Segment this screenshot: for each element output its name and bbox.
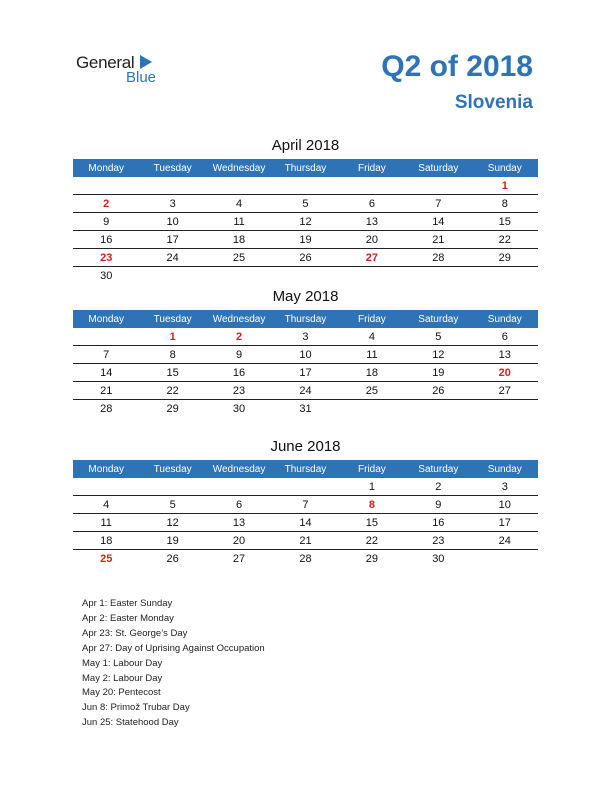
week-row [73,364,538,382]
month-title: May 2018 [272,288,339,305]
day-cell: 11 [206,213,272,231]
day-cell: 25 [339,382,405,400]
week-row [73,328,538,346]
holiday-note: Jun 25: Statehood Day [82,717,179,729]
week-row [73,400,538,418]
day-cell [206,177,272,195]
weekday-label: Saturday [405,310,471,328]
holiday-note: Apr 2: Easter Monday [82,612,174,624]
week-row [73,267,538,285]
weekday-label: Friday [339,310,405,328]
day-cell: 26 [405,382,471,400]
day-cell: 26 [272,249,338,267]
weekday-label: Tuesday [139,460,205,478]
week-row [73,514,538,532]
day-cell: 13 [339,213,405,231]
holiday-note: May 1: Labour Day [82,657,163,669]
holiday-notes [82,597,265,731]
holiday-note: Apr 27: Day of Uprising Against Occupation [82,642,265,654]
day-cell: 28 [405,249,471,267]
weekday-header [73,310,538,328]
day-cell: 29 [472,249,538,267]
day-cell: 9 [405,496,471,514]
day-cell: 7 [272,496,338,514]
weekday-label: Monday [73,159,139,177]
day-cell [405,267,471,285]
page-title: Q2 of 2018 [381,50,533,83]
day-cell: 14 [272,514,338,532]
day-cell: 9 [206,346,272,364]
day-cell: 12 [405,346,471,364]
day-cell: 8 [339,496,405,514]
day-cell: 9 [73,213,139,231]
month-title: June 2018 [270,438,341,455]
day-cell: 7 [73,346,139,364]
day-cell: 28 [299,552,312,565]
logo-triangle-icon [140,55,152,69]
day-cell: 24 [472,532,538,550]
day-cell [339,177,405,195]
day-cell [73,328,139,346]
day-cell [73,478,139,496]
day-cell: 2 [206,328,272,346]
month-april [73,137,538,284]
holiday-note: Apr 1: Easter Sunday [82,598,173,609]
day-cell: 5 [139,496,205,514]
weekday-label: Friday [339,159,405,177]
week-row [73,496,538,514]
holiday-note: Apr 23: St. George’s Day [82,627,188,639]
day-cell: 13 [472,346,538,364]
day-cell: 11 [73,514,139,532]
day-cell: 12 [139,514,205,532]
month-title: April 2018 [271,137,340,154]
weekday-label: Wednesday [206,159,272,177]
day-cell: 18 [339,364,405,382]
day-cell: 18 [206,231,272,249]
weekday-label: Tuesday [139,159,205,177]
week-row [73,550,538,568]
month-june [73,438,538,567]
day-cell [339,267,405,285]
week-row [73,532,538,550]
day-cell [272,267,338,285]
day-cell: 17 [272,364,338,382]
day-cell: 8 [139,346,205,364]
day-cell: 3 [139,195,205,213]
day-cell: 27 [472,382,538,400]
week-row [73,231,538,249]
day-cell: 15 [472,213,538,231]
day-cell: 17 [472,514,538,532]
day-cell: 21 [272,532,338,550]
day-cell: 6 [472,328,538,346]
day-cell: 1 [139,328,205,346]
day-cell: 27 [232,552,246,565]
day-cell: 21 [405,231,471,249]
day-cell: 8 [472,195,538,213]
day-cell: 30 [232,402,246,415]
day-cell [272,177,338,195]
day-cell: 15 [139,364,205,382]
day-cell: 25 [100,552,113,565]
week-row [73,478,538,496]
day-cell: 22 [139,382,205,400]
day-cell: 7 [405,195,471,213]
day-cell: 19 [272,231,338,249]
weekday-label: Thursday [272,159,338,177]
day-cell: 1 [472,177,538,195]
day-cell: 16 [73,231,139,249]
day-cell [272,478,338,496]
day-cell: 11 [339,346,405,364]
day-cell: 21 [73,382,139,400]
weekday-label: Friday [339,460,405,478]
calendar-grid [73,310,538,417]
calendar-grid [73,159,538,284]
weekday-label: Monday [73,460,139,478]
day-cell: 16 [405,514,471,532]
day-cell: 4 [73,496,139,514]
logo-text-blue: Blue [126,69,157,86]
day-cell: 29 [365,552,379,565]
weekday-label: Tuesday [139,310,205,328]
day-cell: 17 [139,231,205,249]
day-cell: 25 [206,249,272,267]
week-row [73,177,538,195]
day-cell [139,267,205,285]
day-cell: 12 [272,213,338,231]
day-cell: 24 [139,249,205,267]
day-cell: 29 [166,402,179,415]
day-cell [206,267,272,285]
day-cell: 5 [272,195,338,213]
day-cell: 22 [339,532,405,550]
day-cell: 20 [472,364,538,382]
day-cell: 19 [405,364,471,382]
day-cell [73,177,139,195]
day-cell: 19 [139,532,205,550]
day-cell: 6 [339,195,405,213]
day-cell: 14 [73,364,139,382]
day-cell [472,400,538,418]
logo [76,53,176,89]
weekday-label: Thursday [272,460,338,478]
holiday-note: May 20: Pentecost [82,687,161,699]
day-cell: 30 [432,552,445,565]
calendar-grid [73,460,538,567]
holiday-note: May 2: Labour Day [82,672,163,684]
day-cell [405,400,471,418]
day-cell [206,478,272,496]
weekday-label: Monday [73,310,139,328]
day-cell: 23 [73,249,139,267]
weekday-label: Saturday [405,159,471,177]
day-cell: 23 [405,532,471,550]
day-cell: 2 [73,195,139,213]
month-may [73,288,538,417]
day-cell: 4 [339,328,405,346]
day-cell: 1 [339,478,405,496]
country-name: Slovenia [454,92,533,113]
weekday-label: Sunday [472,159,538,177]
day-cell: 20 [339,231,405,249]
day-cell: 26 [166,552,179,565]
day-cell: 6 [206,496,272,514]
day-cell: 10 [272,346,338,364]
weekday-label: Saturday [405,460,471,478]
weekday-label: Wednesday [206,460,272,478]
holiday-note: Jun 8: Primož Trubar Day [82,702,190,714]
day-cell: 2 [405,478,471,496]
day-cell: 10 [472,496,538,514]
day-cell: 3 [272,328,338,346]
day-cell: 22 [472,231,538,249]
day-cell [139,177,205,195]
day-cell: 20 [206,532,272,550]
week-row [73,213,538,231]
day-cell [472,550,538,568]
weekday-label: Thursday [272,310,338,328]
day-cell: 28 [100,402,113,415]
week-row [73,346,538,364]
day-cell [139,478,205,496]
day-cell: 4 [206,195,272,213]
day-cell: 18 [73,532,139,550]
day-cell: 24 [272,382,338,400]
day-cell: 15 [339,514,405,532]
day-cell: 23 [206,382,272,400]
day-cell [472,267,538,285]
day-cell: 5 [405,328,471,346]
weekday-header [73,159,538,177]
day-cell: 10 [139,213,205,231]
day-cell: 3 [472,478,538,496]
week-row [73,195,538,213]
day-cell [405,177,471,195]
weekday-label: Sunday [472,460,538,478]
weekday-header [73,460,538,478]
day-cell: 16 [206,364,272,382]
day-cell: 13 [206,514,272,532]
weekday-label: Sunday [472,310,538,328]
day-cell [339,400,405,418]
week-row [73,382,538,400]
day-cell: 14 [405,213,471,231]
weekday-label: Wednesday [206,310,272,328]
week-row [73,249,538,267]
day-cell: 30 [100,269,113,282]
logo-text-general: General [76,53,135,72]
day-cell: 27 [339,249,405,267]
day-cell: 31 [299,402,312,415]
